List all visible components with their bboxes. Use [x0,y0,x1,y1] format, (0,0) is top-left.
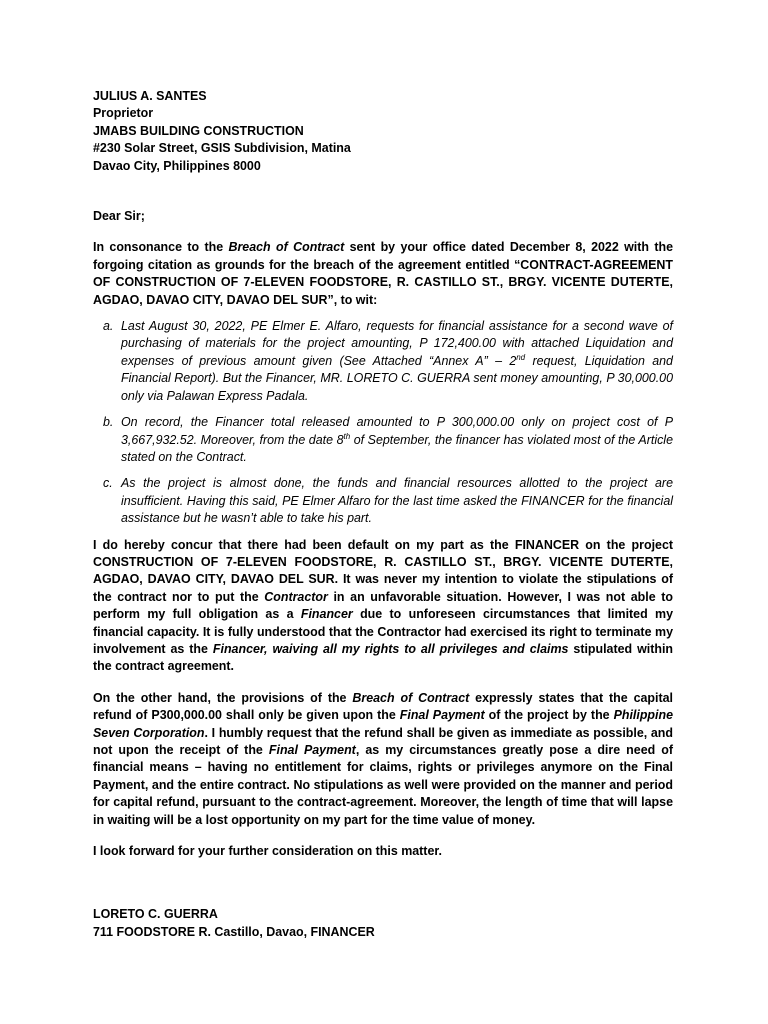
text-run: I do hereby concur that there had been default on my part as the [93,537,515,552]
text-run: expressly states that the capital refund of [93,690,673,723]
list-marker: c. [103,476,113,491]
text-run: stipulated within the contract agreement. [93,641,673,674]
signatory-line: 711 FOODSTORE R. Castillo, Davao, FINANCER [93,924,375,939]
intro-paragraph [93,239,673,309]
addressee-company: JMABS BUILDING CONSTRUCTION [93,123,304,138]
text-run: P300,000.00 [151,708,222,723]
text-run: in an unfavorable situation. However, I was not able to perform my full obligation as a [93,589,673,622]
text-run: FINANCER [514,537,580,552]
text-run: Contractor [264,589,328,604]
addressee-title: Proprietor [93,106,154,121]
concurrence-paragraph [93,537,673,676]
addressee-city: Davao City, Philippines 8000 [93,158,261,173]
list-item [93,414,673,466]
text-run: of September, the financer has violated most of the Article stated on the Contract. [121,432,673,464]
text-run: Final Payment [399,708,485,723]
text-run: th [343,431,351,441]
text-run: On the other hand, the provisions of the [93,690,353,705]
addressee-street: #230 Solar Street, GSIS Subdivision, Matina [93,141,351,156]
text-run: Philippine Seven Corporation [93,708,673,740]
list-marker: a. [103,319,114,334]
text-run: nd [516,352,526,362]
text-run: shall only be given upon the [221,708,400,723]
text-run: Financer [300,607,353,622]
text-run: , as my circumstances greatly pose a dire need of financial means – having no entitlement for claims, rights or privileges anymore on the Final Payment, and the entire contract. No stipulations as well were provided on the manner and period for capital refund, pursuant to the contract-agreement. Moreover, the length of time that will lapse in waiting will be a lost opportunity on my part for the time value of money. [93,743,674,827]
text-run: of the project by the [484,708,614,723]
addressee-block [93,88,673,175]
text-run: with the forgoing citation as grounds for the breach of the agreement entitled [93,240,674,272]
text-run: Breach of Contract [352,690,470,705]
text-run: . I humbly request that the refund shall be given as immediate as possible, and not upon the receipt of the [93,725,674,757]
text-run: Breach of Contract [228,240,345,255]
text-run: Financer, waiving all my rights to all privileges and claims [212,641,569,656]
addressee-name: JULIUS A. SANTES [93,89,207,103]
closing-line: I look forward for your further consideration on this matter. [93,844,442,859]
text-run: Last August 30, 2022, PE Elmer E. Alfaro, requests for financial assistance for a second wave of purchasing of materials for the project amounting, P 172,400.00 with attached Liquidation and expenses of previous amount given (See Attached “Annex A” – 2 [121,319,673,368]
text-run: request, Liquidation and Financial Report). But the Financer, MR. LORETO C. GUERRA sent money amounting, P 30,000.00 only via Palawan Express Padala. [121,353,673,403]
text-run: CONSTRUCTION OF 7-ELEVEN FOODSTORE, R. CASTILLO ST., BRGY. VICENTE DUTERTE, AGDAO, DAVAO CITY, DAVAO DEL SUR. [93,554,673,587]
text-run: On record, the Financer total released amounted to P 300,000.00 only on project cost of P 3,667,932.52. Moreover, from the date 8 [121,415,673,447]
letter-body [93,88,673,941]
text-run: Final Payment [268,743,356,757]
text-run: , to wit: [333,292,378,307]
signature-block [93,906,673,941]
list-marker: b. [103,415,114,430]
text-run: “CONTRACT-AGREEMENT OF CONSTRUCTION OF 7-ELEVEN FOODSTORE, R. CASTILLO ST., BRGY. VICENTE DUTERTE, AGDAO, DAVAO CITY, DAVAO DEL SUR” [93,257,673,307]
list-item [93,475,673,527]
text-run: It was never my intention to violate the stipulations of the contract nor to put the [93,572,674,604]
text-run: December 8, 2022 [509,240,619,255]
lettered-list [93,318,673,527]
text-run: As the project is almost done, the funds and financial resources allotted to the project are insufficient. Having this said, PE Elmer Alfaro for the last time asked the FINANCER for the financial assistance but he wasn’t able to take his part. [121,476,673,526]
text-run: In consonance to the [93,240,229,255]
signatory-name: LORETO C. GUERRA [93,907,218,922]
list-item-text [121,415,673,464]
salutation: Dear Sir; [93,209,145,224]
list-item-text [121,319,673,403]
list-item [93,318,673,405]
list-item-text [121,476,673,525]
refund-paragraph [93,690,673,829]
text-run: sent by your office dated [344,240,510,255]
text-run: on the project [579,537,673,552]
text-run: due to unforeseen circumstances that limited my financial capacity. It is fully understood that the Contractor had exercised its right to terminate my involvement as the [93,607,673,656]
